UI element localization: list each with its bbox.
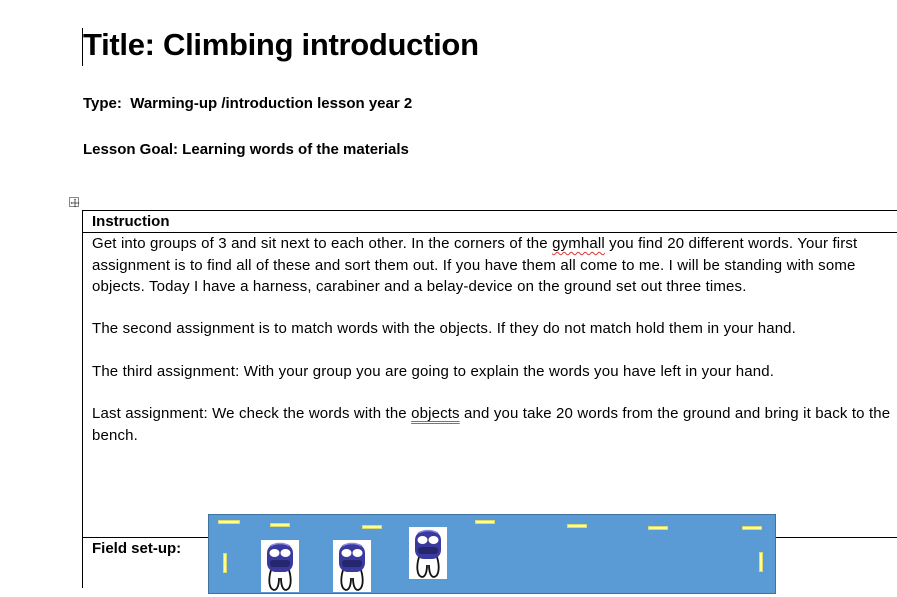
belay-device-icon: [261, 540, 299, 592]
paragraph-text: Get into groups of 3 and sit next to each other. In the corners of the: [92, 235, 553, 252]
word-card-marker: [648, 526, 668, 530]
instruction-paragraph-2[interactable]: The second assignment is to match words with the objects. If they do not match hold them in your hand.: [92, 320, 796, 337]
instruction-paragraph-1[interactable]: [92, 233, 892, 298]
field-setup-diagram[interactable]: [208, 514, 776, 594]
word-card-marker: [218, 520, 240, 524]
instruction-paragraph-3[interactable]: The third assignment: With your group you are going to explain the words you have left in your hand.: [92, 363, 775, 380]
belay-device-icon: [409, 527, 447, 579]
instruction-header[interactable]: Instruction: [92, 213, 170, 230]
field-setup-label[interactable]: Field set-up:: [92, 540, 182, 557]
word-card-marker: [567, 524, 587, 528]
paragraph-text: Last assignment: We check the words with the: [92, 405, 412, 422]
word-card-marker: [270, 523, 290, 527]
belay-device-icon: [333, 540, 371, 592]
table-border-top: [82, 210, 897, 211]
word-card-marker: [475, 520, 495, 524]
word-card-marker: [742, 526, 762, 530]
lesson-goal[interactable]: Lesson Goal: Learning words of the materials: [83, 141, 409, 158]
table-move-handle-icon[interactable]: [69, 197, 79, 207]
spelling-error-word[interactable]: gymhall: [552, 235, 605, 252]
word-card-marker: [362, 525, 382, 529]
grammar-flagged-word[interactable]: objects: [411, 405, 460, 422]
paragraph-text: you find 20 different words. Your first assignment is to find all of these and sort them out. If you have them all come to me. I will be standing with some objects. Today I have a harness, carabiner and a belay-device on the ground set out three times.: [92, 235, 858, 295]
word-card-marker: [223, 553, 227, 573]
instruction-paragraph-4[interactable]: [92, 403, 892, 446]
paragraph-text: and you take 20 words from the ground and bring it back to the bench.: [92, 405, 891, 444]
lesson-type[interactable]: Type: Warming-up /introduction lesson year 2: [83, 95, 413, 112]
table-border-left: [82, 210, 83, 588]
word-card-marker: [759, 552, 763, 572]
document-title[interactable]: Title: Climbing introduction: [83, 27, 479, 62]
